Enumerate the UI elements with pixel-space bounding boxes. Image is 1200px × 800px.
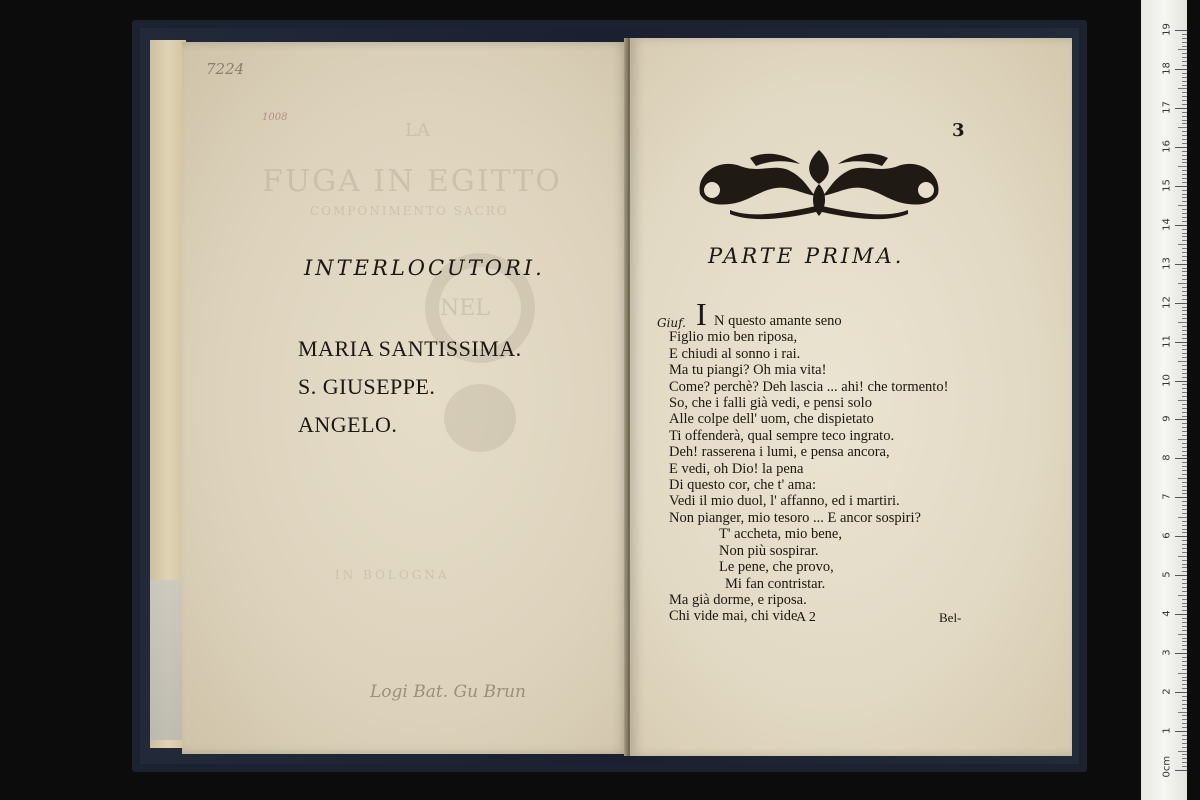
ruler-minor-tick bbox=[1178, 712, 1187, 713]
ruler-minor-tick bbox=[1182, 85, 1187, 86]
verse-line: Deh! rasserena i lumi, e pensa ancora, bbox=[669, 444, 890, 461]
ruler-minor-tick bbox=[1178, 127, 1187, 128]
headpiece-ornament-icon bbox=[690, 144, 948, 220]
pencil-shelfmark: 7224 bbox=[206, 60, 245, 78]
ruler-label: 0cm bbox=[1161, 755, 1173, 778]
ruler-minor-tick bbox=[1182, 521, 1187, 522]
ruler-minor-tick bbox=[1182, 260, 1187, 261]
ruler-major-tick bbox=[1175, 731, 1187, 732]
ruler-minor-tick bbox=[1182, 268, 1187, 269]
ruler-minor-tick bbox=[1182, 696, 1187, 697]
ruler-minor-tick bbox=[1182, 271, 1187, 272]
ruler-minor-tick bbox=[1182, 443, 1187, 444]
ruler-minor-tick bbox=[1182, 77, 1187, 78]
ruler-minor-tick bbox=[1182, 606, 1187, 607]
ruler-major-tick bbox=[1175, 69, 1187, 70]
ruler-major-tick bbox=[1175, 536, 1187, 537]
ruler-minor-tick bbox=[1182, 53, 1187, 54]
ruler-major-tick bbox=[1175, 108, 1187, 109]
ruler-minor-tick bbox=[1182, 388, 1187, 389]
page-number: 3 bbox=[952, 120, 965, 141]
ruler-minor-tick bbox=[1182, 493, 1187, 494]
ruler-label: 3 bbox=[1161, 649, 1173, 656]
ruler-minor-tick bbox=[1182, 201, 1187, 202]
ruler-minor-tick bbox=[1182, 194, 1187, 195]
ruler-major-tick bbox=[1175, 303, 1187, 304]
ruler-minor-tick bbox=[1178, 634, 1187, 635]
ruler-minor-tick bbox=[1182, 513, 1187, 514]
ruler-minor-tick bbox=[1182, 501, 1187, 502]
ruler-minor-tick bbox=[1182, 587, 1187, 588]
ruler-minor-tick bbox=[1178, 166, 1187, 167]
ruler-label: 18 bbox=[1161, 62, 1173, 75]
ruler-minor-tick bbox=[1178, 478, 1187, 479]
aria-line: T' accheta, mio bene, bbox=[719, 526, 842, 543]
ruler-minor-tick bbox=[1182, 174, 1187, 175]
ruler-minor-tick bbox=[1182, 630, 1187, 631]
drop-cap: I bbox=[696, 296, 707, 332]
ruler-minor-tick bbox=[1182, 567, 1187, 568]
ruler-minor-tick bbox=[1182, 762, 1187, 763]
ruler-label: 8 bbox=[1161, 454, 1173, 462]
ruler-minor-tick bbox=[1182, 447, 1187, 448]
verse-line: So, che i falli già vedi, e pensi solo bbox=[669, 395, 872, 412]
ruler-minor-tick bbox=[1178, 400, 1187, 401]
ruler-minor-tick bbox=[1182, 377, 1187, 378]
ruler-minor-tick bbox=[1182, 92, 1187, 93]
ruler-label: 4 bbox=[1161, 610, 1173, 617]
ruler-major-tick bbox=[1175, 575, 1187, 576]
ruler-minor-tick bbox=[1182, 649, 1187, 650]
ruler-minor-tick bbox=[1182, 182, 1187, 183]
ruler-minor-tick bbox=[1182, 552, 1187, 553]
ruler-minor-tick bbox=[1182, 338, 1187, 339]
ruler-minor-tick bbox=[1182, 739, 1187, 740]
ruler-minor-tick bbox=[1182, 684, 1187, 685]
ghost-title-line-3: COMPONIMENTO SACRO bbox=[310, 204, 509, 218]
ruler-label: 5 bbox=[1161, 571, 1173, 578]
ruler-minor-tick bbox=[1182, 275, 1187, 276]
ruler-major-tick bbox=[1175, 458, 1187, 459]
ruler-minor-tick bbox=[1182, 178, 1187, 179]
ruler-minor-tick bbox=[1182, 486, 1187, 487]
signature-mark: A 2 bbox=[796, 610, 816, 625]
verse-line: Non pianger, mio tesoro ... E ancor sospiri? bbox=[669, 509, 921, 526]
ruler-minor-tick bbox=[1182, 669, 1187, 670]
ruler-minor-tick bbox=[1182, 735, 1187, 736]
ruler-minor-tick bbox=[1182, 723, 1187, 724]
ruler-minor-tick bbox=[1178, 751, 1187, 752]
verse-line: Chi vide mai, chi vide bbox=[669, 608, 798, 625]
ruler-minor-tick bbox=[1182, 743, 1187, 744]
ruler-minor-tick bbox=[1182, 287, 1187, 288]
ruler-minor-tick bbox=[1182, 345, 1187, 346]
ruler-minor-tick bbox=[1182, 162, 1187, 163]
ruler-minor-tick bbox=[1182, 704, 1187, 705]
ghost-title-line-2: FUGA IN EGITTO bbox=[262, 164, 562, 199]
ruler-minor-tick bbox=[1182, 159, 1187, 160]
ruler-minor-tick bbox=[1182, 310, 1187, 311]
ruler-label: 6 bbox=[1161, 532, 1173, 539]
ruler-major-tick bbox=[1175, 497, 1187, 498]
ruler-minor-tick bbox=[1178, 673, 1187, 674]
ruler-minor-tick bbox=[1182, 330, 1187, 331]
ruler-minor-tick bbox=[1182, 38, 1187, 39]
ruler-minor-tick bbox=[1182, 46, 1187, 47]
ruler-minor-tick bbox=[1182, 209, 1187, 210]
ruler-minor-tick bbox=[1178, 244, 1187, 245]
ruler-minor-tick bbox=[1182, 384, 1187, 385]
ruler-minor-tick bbox=[1182, 256, 1187, 257]
ruler-minor-tick bbox=[1182, 618, 1187, 619]
ghost-title-line-1: LA bbox=[405, 120, 430, 141]
ruler-minor-tick bbox=[1182, 217, 1187, 218]
ruler-minor-tick bbox=[1182, 365, 1187, 366]
ruler-minor-tick bbox=[1182, 466, 1187, 467]
ruler-label: 7 bbox=[1161, 493, 1173, 501]
ruler-minor-tick bbox=[1182, 610, 1187, 611]
ruler-minor-tick bbox=[1182, 248, 1187, 249]
ruler-minor-tick bbox=[1182, 626, 1187, 627]
ruler-label: 12 bbox=[1161, 295, 1173, 309]
verse-line: Di questo cor, che t' ama: bbox=[669, 477, 816, 494]
character-angelo: ANGELO. bbox=[298, 412, 398, 437]
ruler-minor-tick bbox=[1182, 314, 1187, 315]
verse-line: Ma tu piangi? Oh mia vita! bbox=[669, 362, 827, 379]
ruler-minor-tick bbox=[1182, 719, 1187, 720]
ruler-minor-tick bbox=[1182, 451, 1187, 452]
ruler-minor-tick bbox=[1182, 307, 1187, 308]
ruler-minor-tick bbox=[1182, 170, 1187, 171]
ruler-minor-tick bbox=[1182, 727, 1187, 728]
ruler-minor-tick bbox=[1182, 548, 1187, 549]
ruler-minor-tick bbox=[1182, 525, 1187, 526]
catchword: Bel- bbox=[939, 610, 962, 625]
ruler-minor-tick bbox=[1182, 155, 1187, 156]
ruler-minor-tick bbox=[1182, 81, 1187, 82]
ruler-minor-tick bbox=[1182, 357, 1187, 358]
ruler-label: 9 bbox=[1161, 415, 1173, 423]
ruler-minor-tick bbox=[1182, 715, 1187, 716]
verse-line: N questo amante seno bbox=[714, 313, 842, 329]
ruler-minor-tick bbox=[1182, 700, 1187, 701]
ruler-minor-tick bbox=[1182, 291, 1187, 292]
ruler-minor-tick bbox=[1178, 283, 1187, 284]
ruler-minor-tick bbox=[1182, 423, 1187, 424]
ruler-minor-tick bbox=[1182, 529, 1187, 530]
ruler-minor-tick bbox=[1182, 482, 1187, 483]
ruler-minor-tick bbox=[1182, 57, 1187, 58]
ruler-label: 11 bbox=[1161, 334, 1173, 348]
ruler-minor-tick bbox=[1182, 213, 1187, 214]
verse-text bbox=[669, 313, 1029, 625]
ruler-minor-tick bbox=[1182, 564, 1187, 565]
ruler-minor-tick bbox=[1182, 326, 1187, 327]
character-giuseppe: S. GIUSEPPE. bbox=[298, 374, 436, 399]
ruler-minor-tick bbox=[1178, 556, 1187, 557]
ruler-minor-tick bbox=[1182, 505, 1187, 506]
ruler-minor-tick bbox=[1182, 462, 1187, 463]
ruler-major-tick bbox=[1175, 342, 1187, 343]
ruler-minor-tick bbox=[1182, 299, 1187, 300]
ruler-minor-tick bbox=[1182, 677, 1187, 678]
ruler-minor-tick bbox=[1182, 396, 1187, 397]
ruler-label: 2 bbox=[1161, 688, 1173, 695]
ruler-minor-tick bbox=[1182, 544, 1187, 545]
ruler-minor-tick bbox=[1178, 439, 1187, 440]
ruler-minor-tick bbox=[1182, 334, 1187, 335]
ruler-minor-tick bbox=[1182, 680, 1187, 681]
ruler-major-tick bbox=[1175, 225, 1187, 226]
ruler-minor-tick bbox=[1182, 131, 1187, 132]
ruler-minor-tick bbox=[1182, 571, 1187, 572]
ruler-minor-tick bbox=[1182, 431, 1187, 432]
ruler-minor-tick bbox=[1182, 42, 1187, 43]
ruler-label: 1 bbox=[1161, 727, 1173, 734]
ruler-minor-tick bbox=[1182, 373, 1187, 374]
ruler-minor-tick bbox=[1182, 509, 1187, 510]
handwritten-signature: Logi Bat. Gu Brun bbox=[370, 682, 526, 702]
ruler-minor-tick bbox=[1182, 532, 1187, 533]
ruler-label: 19 bbox=[1161, 23, 1173, 36]
ruler-major-tick bbox=[1175, 614, 1187, 615]
ruler-minor-tick bbox=[1182, 416, 1187, 417]
ruler-minor-tick bbox=[1182, 120, 1187, 121]
ruler-minor-tick bbox=[1182, 540, 1187, 541]
ruler-label: 14 bbox=[1161, 217, 1173, 231]
ghost-title-line-4: NEL bbox=[440, 296, 490, 321]
ruler-minor-tick bbox=[1182, 151, 1187, 152]
torn-flyleaf bbox=[150, 580, 184, 740]
ruler-minor-tick bbox=[1182, 408, 1187, 409]
ruler-major-tick bbox=[1175, 770, 1187, 771]
ruler-minor-tick bbox=[1182, 104, 1187, 105]
ruler-minor-tick bbox=[1182, 645, 1187, 646]
ruler-major-tick bbox=[1175, 30, 1187, 31]
ruler-minor-tick bbox=[1182, 143, 1187, 144]
ruler-minor-tick bbox=[1182, 583, 1187, 584]
ruler-minor-tick bbox=[1182, 221, 1187, 222]
ruler-minor-tick bbox=[1182, 73, 1187, 74]
ruler-minor-tick bbox=[1182, 470, 1187, 471]
aria-line: Le pene, che provo, bbox=[719, 559, 834, 576]
ruler-minor-tick bbox=[1182, 638, 1187, 639]
ruler-label: 10 bbox=[1161, 373, 1173, 387]
ruler-minor-tick bbox=[1182, 591, 1187, 592]
ruler-minor-tick bbox=[1182, 665, 1187, 666]
ghost-imprint: IN BOLOGNA bbox=[335, 568, 450, 582]
ruler-minor-tick bbox=[1182, 65, 1187, 66]
ruler-minor-tick bbox=[1178, 88, 1187, 89]
ruler-label: 13 bbox=[1161, 256, 1173, 270]
ruler-major-tick bbox=[1175, 419, 1187, 420]
ruler-major-tick bbox=[1175, 653, 1187, 654]
ruler-minor-tick bbox=[1182, 412, 1187, 413]
ruler-minor-tick bbox=[1182, 353, 1187, 354]
ruler-minor-tick bbox=[1182, 599, 1187, 600]
ruler-minor-tick bbox=[1182, 229, 1187, 230]
ruler-minor-tick bbox=[1182, 754, 1187, 755]
pencil-note: 1008 bbox=[262, 112, 288, 123]
ruler-minor-tick bbox=[1182, 747, 1187, 748]
ruler-minor-tick bbox=[1182, 139, 1187, 140]
ruler-minor-tick bbox=[1182, 490, 1187, 491]
ruler-minor-tick bbox=[1182, 427, 1187, 428]
ruler-label: 16 bbox=[1161, 139, 1173, 153]
aria-line: Non più sospirar. bbox=[719, 542, 819, 559]
ruler-minor-tick bbox=[1182, 135, 1187, 136]
measuring-ruler bbox=[1141, 0, 1187, 800]
ruler-minor-tick bbox=[1182, 236, 1187, 237]
ruler-minor-tick bbox=[1182, 123, 1187, 124]
ruler-minor-tick bbox=[1182, 233, 1187, 234]
ruler-minor-tick bbox=[1182, 349, 1187, 350]
ruler-label: 15 bbox=[1161, 178, 1173, 192]
ruler-minor-tick bbox=[1182, 295, 1187, 296]
ruler-minor-tick bbox=[1182, 758, 1187, 759]
verse-line: E chiudi al sonno i rai. bbox=[669, 345, 801, 362]
speaker-label: Giuf. bbox=[657, 316, 686, 330]
verse-line: Vedi il mio duol, l' affanno, ed i martiri. bbox=[669, 493, 900, 510]
ruler-minor-tick bbox=[1182, 603, 1187, 604]
ruler-minor-tick bbox=[1182, 455, 1187, 456]
ruler-major-tick bbox=[1175, 264, 1187, 265]
verse-line: Alle colpe dell' uom, che dispietato bbox=[669, 411, 874, 428]
ruler-major-tick bbox=[1175, 381, 1187, 382]
character-maria: MARIA SANTISSIMA. bbox=[298, 336, 522, 361]
ruler-minor-tick bbox=[1178, 322, 1187, 323]
aria-line: Mi fan contristar. bbox=[725, 575, 826, 592]
ruler-minor-tick bbox=[1182, 474, 1187, 475]
verse-line: Ti offenderà, qual sempre teco ingrato. bbox=[669, 427, 895, 444]
ruler-minor-tick bbox=[1182, 435, 1187, 436]
ruler-minor-tick bbox=[1178, 517, 1187, 518]
verse-line: E vedi, oh Dio! la pena bbox=[669, 460, 804, 477]
ruler-minor-tick bbox=[1182, 708, 1187, 709]
ruler-minor-tick bbox=[1182, 96, 1187, 97]
verse-line: Come? perchè? Deh lascia ... ahi! che tormento! bbox=[669, 378, 949, 395]
ruler-minor-tick bbox=[1182, 688, 1187, 689]
ruler-major-tick bbox=[1175, 186, 1187, 187]
section-heading: PARTE PRIMA. bbox=[708, 244, 905, 268]
ruler-minor-tick bbox=[1182, 240, 1187, 241]
ruler-minor-tick bbox=[1182, 392, 1187, 393]
ruler-label: 17 bbox=[1161, 101, 1173, 114]
ruler-minor-tick bbox=[1182, 61, 1187, 62]
ruler-minor-tick bbox=[1182, 661, 1187, 662]
ruler-minor-tick bbox=[1182, 579, 1187, 580]
ruler-minor-tick bbox=[1182, 622, 1187, 623]
ruler-minor-tick bbox=[1182, 641, 1187, 642]
ruler-major-tick bbox=[1175, 147, 1187, 148]
ruler-minor-tick bbox=[1182, 197, 1187, 198]
ruler-minor-tick bbox=[1178, 595, 1187, 596]
verse-line: Figlio mio ben riposa, bbox=[669, 329, 798, 346]
ruler-major-tick bbox=[1175, 692, 1187, 693]
ruler-minor-tick bbox=[1182, 116, 1187, 117]
ruler-minor-tick bbox=[1182, 34, 1187, 35]
interlocutori-heading: INTERLOCUTORI. bbox=[304, 256, 545, 280]
ruler-minor-tick bbox=[1182, 318, 1187, 319]
ruler-minor-tick bbox=[1182, 190, 1187, 191]
ruler-minor-tick bbox=[1178, 49, 1187, 50]
ruler-minor-tick bbox=[1178, 205, 1187, 206]
ruler-minor-tick bbox=[1182, 766, 1187, 767]
verse-line: Ma già dorme, e riposa. bbox=[669, 591, 807, 608]
ruler-minor-tick bbox=[1178, 361, 1187, 362]
ruler-minor-tick bbox=[1182, 100, 1187, 101]
ruler-minor-tick bbox=[1182, 369, 1187, 370]
ruler-minor-tick bbox=[1182, 404, 1187, 405]
ruler-minor-tick bbox=[1182, 252, 1187, 253]
ruler-minor-tick bbox=[1182, 279, 1187, 280]
ruler-minor-tick bbox=[1182, 560, 1187, 561]
ruler-minor-tick bbox=[1182, 657, 1187, 658]
ruler-minor-tick bbox=[1182, 112, 1187, 113]
